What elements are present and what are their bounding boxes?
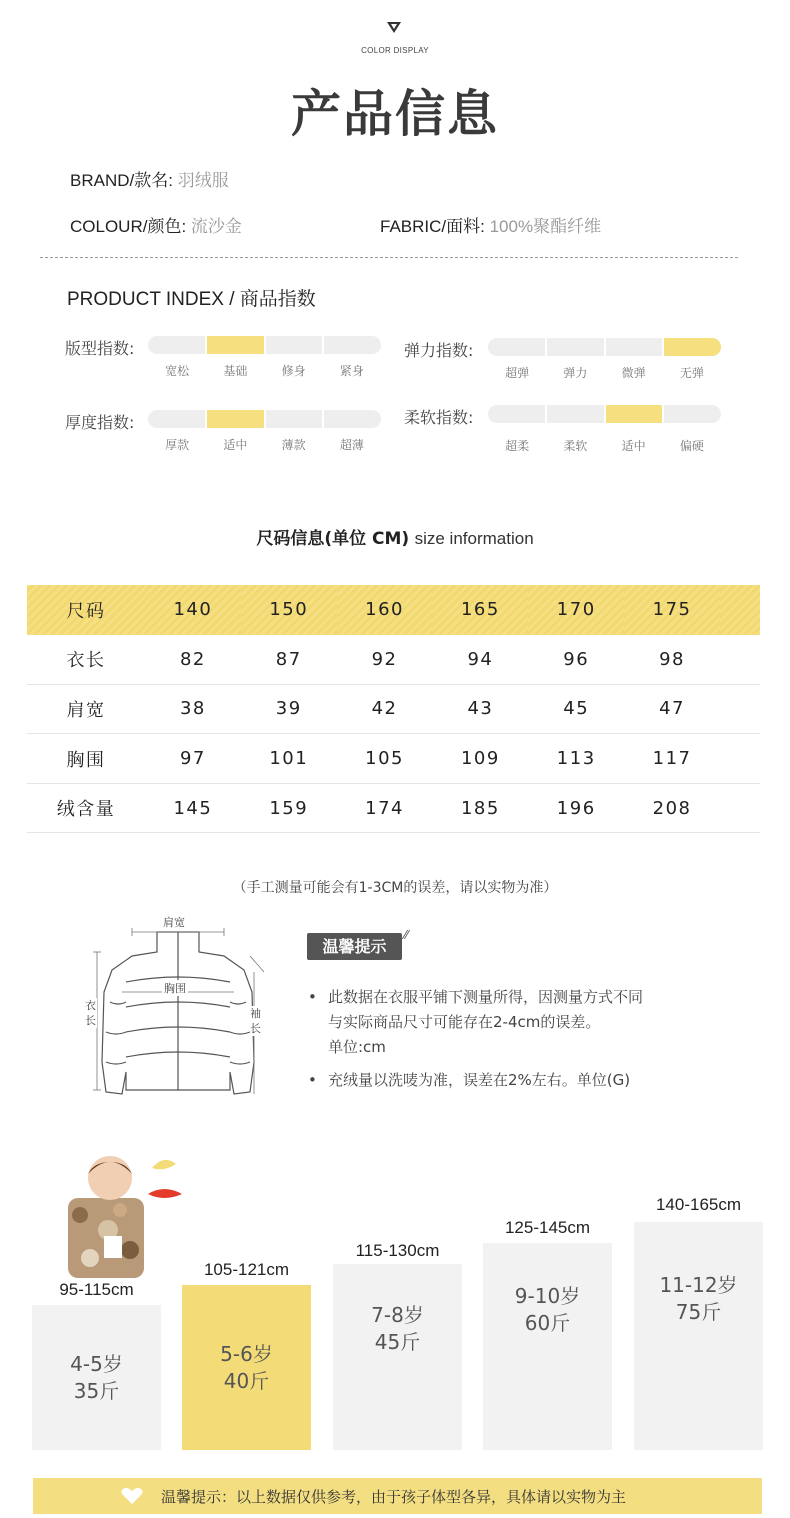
fabric-label: FABRIC/面料:: [380, 217, 485, 236]
age-height-label: 125-145cm: [504, 1218, 591, 1237]
color-display-label: COLOR DISPLAY: [361, 46, 429, 55]
table-row: 肩宽 38 39 42 43 45 47: [27, 684, 760, 734]
index-options: 超弹 弹力 微弹 无弹: [505, 366, 704, 380]
fabric-line: [380, 212, 601, 237]
colour-line: [70, 212, 242, 237]
age-box: 5-6岁 40斤: [182, 1285, 311, 1450]
size-title-en: size information: [414, 529, 534, 548]
size-title-cn: 尺码信息(单位 CM): [256, 529, 410, 549]
index-label: 厚度指数:: [65, 413, 135, 432]
age-box: 9-10岁 60斤: [483, 1243, 612, 1450]
brand-value: 羽绒服: [177, 171, 229, 190]
fabric-value: 100%聚酯纤维: [489, 217, 602, 236]
index-track: [488, 405, 721, 423]
index-label: 柔软指数:: [404, 408, 474, 427]
measurement-note: （手工测量可能会有1-3CM的误差，请以实物为准）: [232, 880, 558, 896]
heart-icon: [121, 1487, 143, 1505]
size-info-title: [0, 524, 790, 549]
sleeve-label: 袖长: [250, 1007, 261, 1035]
index-options: 宽松 基础 修身 紧身: [165, 364, 364, 378]
bottom-tip-text: 温馨提示：以上数据仅供参考，由于孩子体型各异，具体请以实物为主: [161, 1487, 627, 1506]
shoulder-label: 肩宽: [163, 916, 185, 929]
table-header-row: 尺码 140 150 160 165 170 175: [27, 585, 760, 635]
index-track: [488, 338, 721, 356]
table-row: 胸围 97 101 105 109 113 117: [27, 734, 760, 784]
table-row: 绒含量 145 159 174 185 196 208: [27, 783, 760, 833]
index-track: [148, 336, 381, 354]
index-label: 版型指数:: [65, 339, 135, 358]
bullet-dot-icon: •: [308, 988, 317, 1006]
sparkle-icon: ⁄⁄: [404, 928, 409, 942]
down-triangle-icon: [387, 22, 401, 33]
age-box: 7-8岁 45斤: [333, 1264, 462, 1450]
divider: [40, 257, 738, 258]
index-options: 厚款 适中 薄款 超薄: [165, 438, 364, 452]
size-table: [27, 585, 760, 833]
tip-bullet: • 此数据在衣服平铺下测量所得，因测量方式不同 与实际商品尺寸可能存在2-4cm的误差。 单位:cm: [328, 985, 748, 1060]
product-index-title: PRODUCT INDEX / 商品指数: [67, 289, 316, 310]
tip-bullet: • 充绒量以洗唛为准，误差在2%左右。单位(G): [328, 1068, 748, 1093]
colour-label: COLOUR/颜色:: [70, 217, 187, 236]
bullet-dot-icon: •: [308, 1071, 317, 1089]
index-track: [148, 410, 381, 428]
age-height-label: 140-165cm: [655, 1195, 742, 1214]
age-height-label: 95-115cm: [59, 1280, 134, 1299]
tips-badge: 温馨提示: [307, 933, 402, 960]
jacket-diagram: [82, 912, 272, 1102]
age-height-label: 115-130cm: [355, 1241, 440, 1260]
age-height-label: 105-121cm: [203, 1260, 290, 1279]
age-box: 11-12岁 75斤: [634, 1222, 763, 1450]
bottom-tip-bar: [33, 1478, 762, 1514]
table-row: 衣长 82 87 92 94 96 98: [27, 635, 760, 685]
brand-line: [70, 166, 229, 191]
length-label: 衣长: [85, 999, 96, 1027]
page-title: 产品信息: [291, 85, 499, 143]
chest-label: 胸围: [164, 982, 186, 995]
index-label: 弹力指数:: [404, 341, 474, 360]
brand-label: BRAND/款名:: [70, 171, 173, 190]
colour-value: 流沙金: [190, 217, 242, 236]
age-box: 4-5岁 35斤: [32, 1305, 161, 1450]
child-photo: [60, 1150, 190, 1278]
index-options: 超柔 柔软 适中 偏硬: [505, 439, 704, 453]
